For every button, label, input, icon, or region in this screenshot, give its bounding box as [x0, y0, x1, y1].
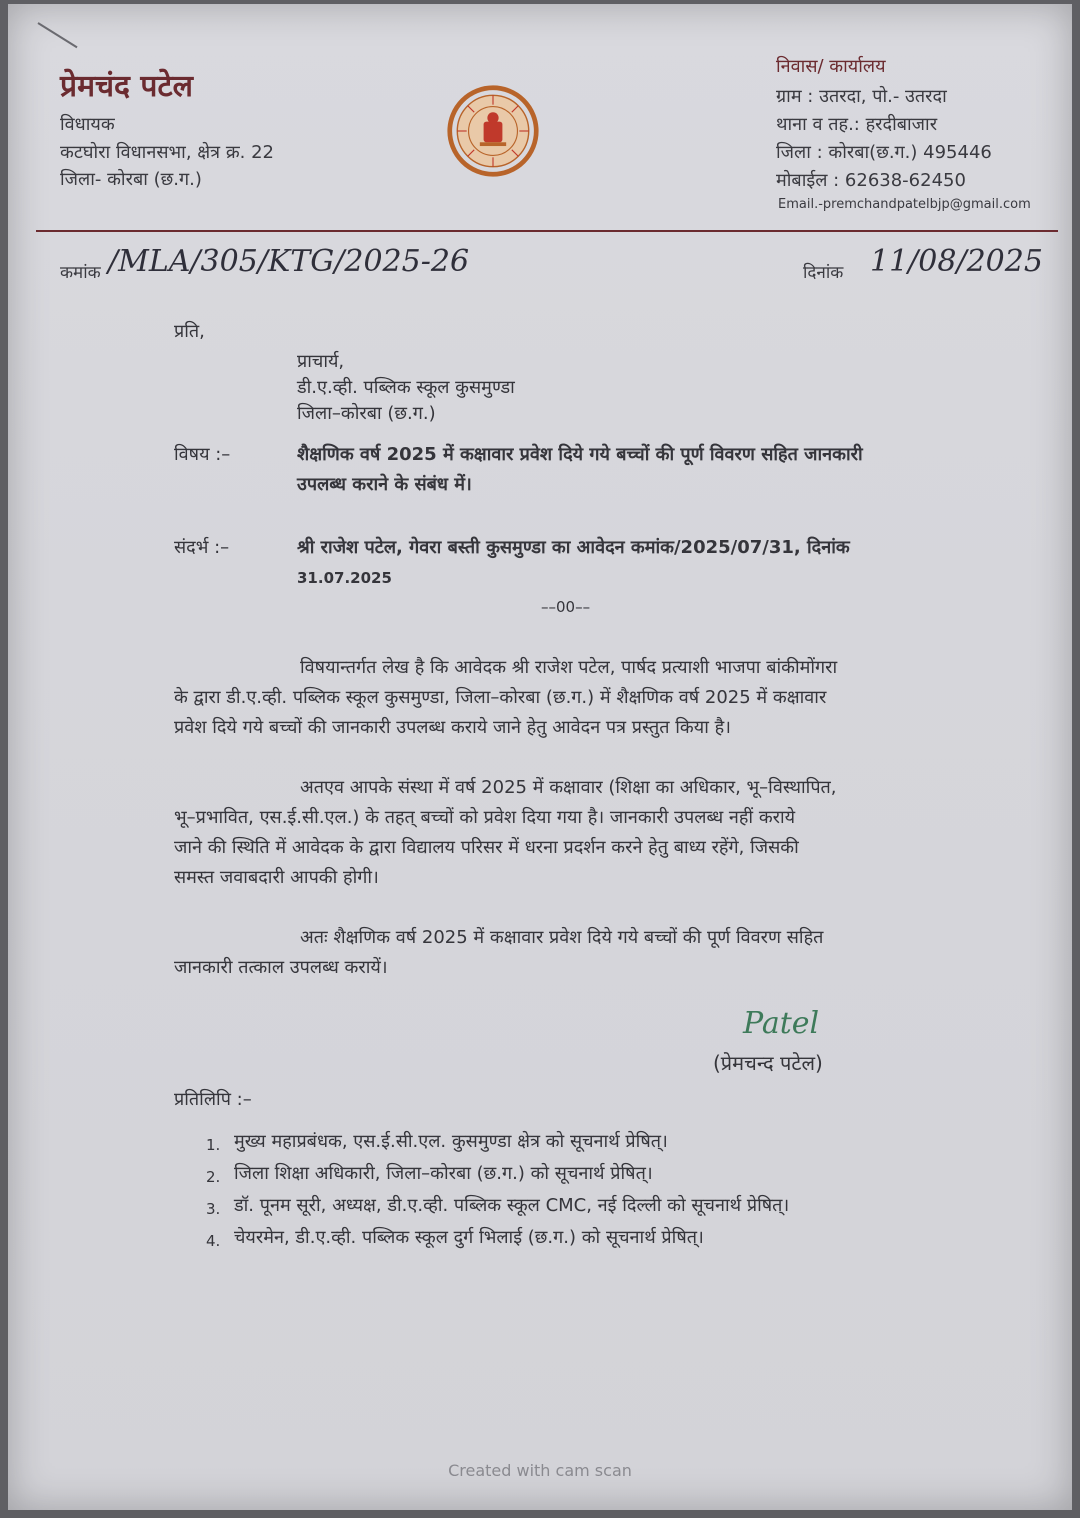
copy-item: डॉ. पूनम सूरी, अध्यक्ष, डी.ए.व्ही. पब्लिक स्कूल CMC, नई दिल्ली को सूचनार्थ प्रेषित्। — [234, 1195, 790, 1216]
reference-line1: श्री राजेश पटेल, गेवरा बस्ती कुसमुण्डा का आवेदन कमांक/2025/07/31, दिनांक — [297, 537, 850, 558]
dinank-label: दिनांक — [803, 263, 844, 283]
kramank-value: /MLA/305/KTG/2025-26 — [108, 244, 470, 279]
mla-name: प्रेमचंद पटेल — [60, 69, 193, 104]
copy-num: 3. — [206, 1200, 221, 1218]
email-address: Email.-premchandpatelbjp@gmail.com — [778, 197, 1031, 212]
subject-line1: शैक्षणिक वर्ष 2025 में कक्षावार प्रवेश दिये गये बच्चों की पूर्ण विवरण सहित जानकारी — [297, 444, 863, 465]
separator: ––00–– — [541, 598, 591, 616]
subject-label: विषय :– — [174, 444, 231, 465]
copy-num: 1. — [206, 1136, 221, 1154]
para2-line1: अतएव आपके संस्था में वर्ष 2025 में कक्षावार (शिक्षा का अधिकार, भू–विस्थापित, — [300, 777, 837, 798]
kramank-label: कमांक — [60, 263, 101, 283]
para1-line1: विषयान्तर्गत लेख है कि आवेदक श्री राजेश पटेल, पार्षद प्रत्याशी भाजपा बांकीमोंगरा — [300, 657, 838, 678]
para1-line3: प्रवेश दिये गये बच्चों की जानकारी उपलब्ध कराये जाने हेतु आवेदन पत्र प्रस्तुत किया है। — [174, 717, 731, 738]
address-zila: जिला : कोरबा(छ.ग.) 495446 — [776, 142, 992, 163]
address-thana: थाना व तह.: हरदीबाजार — [776, 114, 938, 135]
prati: प्रति, — [174, 321, 205, 342]
signature-scribble: Patel — [743, 1006, 820, 1041]
constituency: कटघोरा विधानसभा, क्षेत्र क्र. 22 — [60, 142, 274, 163]
reference-line2: 31.07.2025 — [297, 569, 392, 587]
recipient-line3: जिला–कोरबा (छ.ग.) — [297, 403, 436, 424]
para3-line2: जानकारी तत्काल उपलब्ध करायें। — [174, 957, 388, 978]
recipient-line1: प्राचार्य, — [297, 351, 345, 372]
office-title: निवास/ कार्यालय — [776, 56, 886, 77]
para2-line2: भू–प्रभावित, एस.ई.सी.एल.) के तहत् बच्चों को प्रवेश दिया गया है। जानकारी उपलब्ध नहीं कराये — [174, 807, 796, 828]
copy-item: मुख्य महाप्रबंधक, एस.ई.सी.एल. कुसमुण्डा क्षेत्र को सूचनार्थ प्रेषित्। — [234, 1131, 668, 1152]
corner-mark — [37, 22, 77, 48]
designation: विधायक — [60, 114, 115, 135]
para2-line3: जाने की स्थिति में आवेदक के द्वारा विद्यालय परिसर में धरना प्रदर्शन करने हेतु बाध्य रहेंगे, जिसकी — [174, 837, 799, 858]
para2-line4: समस्त जवाबदारी आपकी होगी। — [174, 867, 379, 888]
party-emblem-icon — [446, 84, 540, 178]
copy-num: 4. — [206, 1232, 221, 1250]
copy-num: 2. — [206, 1168, 221, 1186]
signatory-name: (प्रेमचन्द पटेल) — [713, 1051, 823, 1075]
address-village: ग्राम : उतरदा, पो.- उतरदा — [776, 86, 947, 107]
para1-line2: के द्वारा डी.ए.व्ही. पब्लिक स्कूल कुसमुण्डा, जिला–कोरबा (छ.ग.) में शैक्षणिक वर्ष 2025 में कक्षावार — [174, 687, 827, 708]
para3-line1: अतः शैक्षणिक वर्ष 2025 में कक्षावार प्रवेश दिये गये बच्चों की पूर्ण विवरण सहित — [300, 927, 824, 948]
district: जिला- कोरबा (छ.ग.) — [60, 169, 202, 190]
dinank-value: 11/08/2025 — [870, 244, 1043, 279]
header-divider — [36, 230, 1058, 232]
reference-label: संदर्भ :– — [174, 537, 230, 558]
letter-page — [8, 4, 1072, 1510]
subject-line2: उपलब्ध कराने के संबंध में। — [297, 474, 472, 495]
scanner-watermark: Created with cam scan — [448, 1461, 632, 1480]
copies-label: प्रतिलिपि :– — [174, 1089, 252, 1110]
copy-item: चेयरमेन, डी.ए.व्ही. पब्लिक स्कूल दुर्ग भिलाई (छ.ग.) को सूचनार्थ प्रेषित्। — [234, 1227, 704, 1248]
copy-item: जिला शिक्षा अधिकारी, जिला–कोरबा (छ.ग.) को सूचनार्थ प्रेषित्। — [234, 1163, 653, 1184]
recipient-line2: डी.ए.व्ही. पब्लिक स्कूल कुसमुण्डा — [297, 377, 515, 398]
mobile-number: मोबाईल : 62638-62450 — [776, 170, 966, 191]
